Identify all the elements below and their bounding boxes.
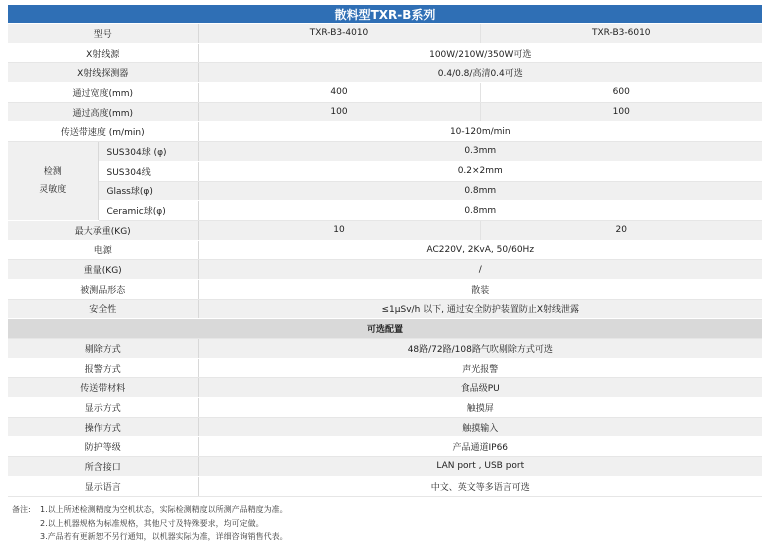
row-value: AC220V, 2KvA, 50/60Hz: [198, 240, 762, 260]
section-title: 可选配置: [8, 319, 762, 339]
row-value: ≤1μSv/h 以下, 通过安全防护装置防止X射线泄露: [198, 299, 762, 319]
row-value: 0.3mm: [198, 142, 762, 162]
row-label: 显示方式: [8, 398, 198, 418]
row-label: 最大承重(KG): [8, 220, 198, 240]
table-row: [8, 299, 762, 319]
note-line: [12, 530, 288, 544]
table-row: [8, 240, 762, 260]
row-value: 100: [198, 102, 480, 122]
row-value: 0.8mm: [198, 181, 762, 201]
model-name: TXR-B3-6010: [480, 24, 762, 43]
table-row: [8, 102, 762, 122]
row-label: 剔除方式: [8, 339, 198, 359]
row-value: 400: [198, 83, 480, 103]
row-value: 0.2×2mm: [198, 161, 762, 181]
row-value: 10: [198, 220, 480, 240]
note-line: [12, 517, 288, 531]
table-row: [8, 457, 762, 477]
table-row: [8, 417, 762, 437]
row-label: 所含接口: [8, 457, 198, 477]
row-value: 产品通道IP66: [198, 437, 762, 457]
row-label: 通过高度(mm): [8, 102, 198, 122]
table-row: [8, 339, 762, 359]
row-label: 传送带材料: [8, 378, 198, 398]
note-text: 3.产品若有更新恕不另行通知，以机器实际为准，详细咨询销售代表。: [40, 532, 288, 541]
row-value: 20: [480, 220, 762, 240]
row-value: 600: [480, 83, 762, 103]
table-row: [8, 181, 762, 201]
row-value: 声光报警: [198, 358, 762, 378]
row-value: 0.4/0.8/高清0.4可选: [198, 63, 762, 83]
note-text: 1.以上所述检测精度为空机状态，实际检测精度以所测产品精度为准。: [40, 505, 288, 514]
table-row: [8, 437, 762, 457]
note-line: [12, 503, 288, 517]
row-label: Glass球(φ): [98, 181, 198, 201]
table-row: [8, 161, 762, 181]
row-value: 触摸屏: [198, 398, 762, 418]
row-label: 通过宽度(mm): [8, 83, 198, 103]
row-value: 触摸输入: [198, 417, 762, 437]
row-value: 0.8mm: [198, 201, 762, 221]
section-header: [8, 319, 762, 339]
notes-label: 备注:: [12, 505, 31, 514]
row-label: X射线探测器: [8, 63, 198, 83]
row-label: 重量(KG): [8, 260, 198, 280]
row-label: 显示语言: [8, 476, 198, 496]
row-value: 100W/210W/350W可选: [198, 43, 762, 63]
table-row: [8, 63, 762, 83]
note-text: 2.以上机器规格为标准规格，其他尺寸及特殊要求，均可定做。: [40, 518, 264, 528]
row-label: Ceramic球(φ): [98, 201, 198, 221]
row-label: 防护等级: [8, 437, 198, 457]
row-label: SUS304线: [98, 161, 198, 181]
row-label: 被测品形态: [8, 279, 198, 299]
model-name: TXR-B3-4010: [198, 24, 480, 43]
table-row: [8, 43, 762, 63]
row-value: 48路/72路/108路气吹剔除方式可选: [198, 339, 762, 359]
row-value: 食品级PU: [198, 378, 762, 398]
table-row: [8, 201, 762, 221]
table-row: [8, 358, 762, 378]
table-row: [8, 279, 762, 299]
table-row: [8, 378, 762, 398]
group-label-line: 灵敏度: [39, 185, 67, 195]
row-label: 电源: [8, 240, 198, 260]
table-row: [8, 476, 762, 496]
spec-table: [8, 24, 762, 497]
row-value: 100: [480, 102, 762, 122]
row-value: 中文、英文等多语言可选: [198, 476, 762, 496]
row-label: 安全性: [8, 299, 198, 319]
table-row: [8, 260, 762, 280]
table-row: [8, 398, 762, 418]
table-row: [8, 122, 762, 142]
row-value: LAN port , USB port: [198, 457, 762, 477]
table-title: 散料型TXR-B系列: [8, 5, 762, 23]
row-label: 传送带速度 (m/min): [8, 122, 198, 142]
row-label: 报警方式: [8, 358, 198, 378]
row-label: 型号: [8, 24, 198, 43]
row-value: 散装: [198, 279, 762, 299]
row-value: 10-120m/min: [198, 122, 762, 142]
row-label: X射线源: [8, 43, 198, 63]
row-label: 操作方式: [8, 417, 198, 437]
row-value: /: [198, 260, 762, 280]
table-row: [8, 24, 762, 43]
table-row: [8, 220, 762, 240]
sensitivity-group-label: [8, 142, 98, 221]
group-label-line: 检测: [43, 167, 62, 177]
table-row: [8, 142, 762, 162]
notes: [12, 503, 288, 544]
table-row: [8, 83, 762, 103]
row-label: SUS304球 (φ): [98, 142, 198, 162]
